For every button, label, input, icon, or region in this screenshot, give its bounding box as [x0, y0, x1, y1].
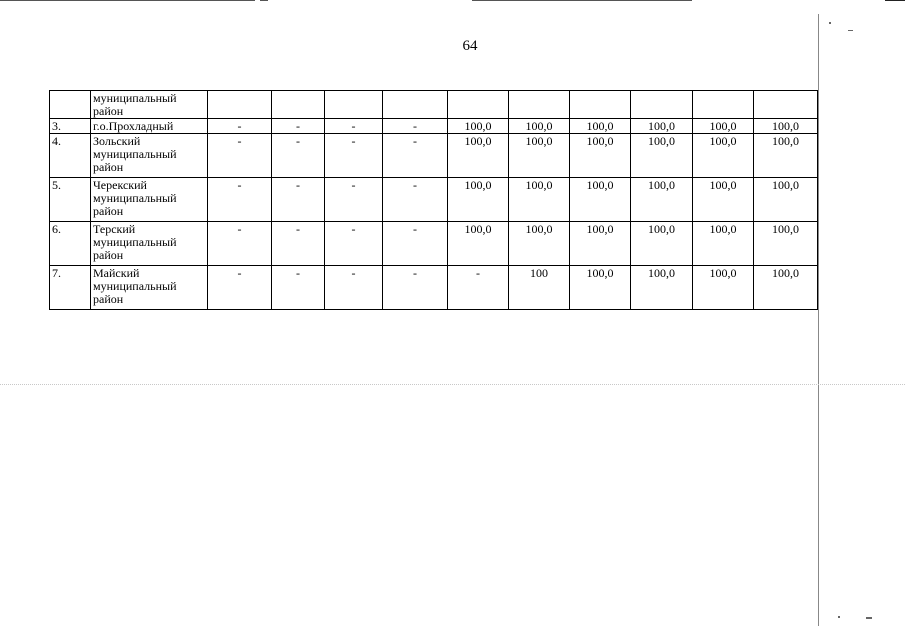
table-cell: [509, 91, 570, 119]
table-cell: -: [325, 134, 383, 178]
table-cell: [570, 91, 631, 119]
table-cell: 100,0: [754, 222, 818, 266]
table-cell: -: [383, 266, 448, 310]
right-margin-line: [818, 14, 819, 626]
table-cell: [448, 91, 509, 119]
table-cell: -: [272, 134, 325, 178]
table-cell: [208, 91, 272, 119]
table-cell-num: 5.: [50, 178, 91, 222]
table-row: [50, 266, 818, 310]
page-number: 64: [462, 38, 478, 54]
top-rule-left: [0, 0, 255, 1]
table-cell: 100,0: [570, 178, 631, 222]
table-cell: -: [325, 222, 383, 266]
top-rule-mark: [260, 0, 268, 1]
table-row: [50, 178, 818, 222]
table-cell: 100,0: [509, 119, 570, 134]
table-cell: 100,0: [570, 222, 631, 266]
table-cell: 100,0: [631, 266, 693, 310]
table-cell: 100,0: [509, 222, 570, 266]
table-cell: -: [325, 266, 383, 310]
table-row: [50, 134, 818, 178]
table-cell-num: 4.: [50, 134, 91, 178]
table-cell: -: [208, 119, 272, 134]
table-cell: 100,0: [693, 222, 754, 266]
table-cell: [383, 91, 448, 119]
table-cell: 100,0: [509, 178, 570, 222]
table-cell: 100,0: [570, 266, 631, 310]
table-cell: -: [208, 178, 272, 222]
table-cell: 100,0: [754, 119, 818, 134]
table-cell: -: [208, 222, 272, 266]
table-cell-name: Зольский муниципальный район: [91, 134, 208, 178]
table-cell: -: [272, 178, 325, 222]
table-cell: -: [272, 222, 325, 266]
table-cell: 100,0: [754, 134, 818, 178]
table-cell: -: [383, 178, 448, 222]
table-cell: -: [383, 134, 448, 178]
scan-speck: [838, 616, 840, 618]
table-cell: -: [325, 119, 383, 134]
table-cell: 100,0: [448, 119, 509, 134]
table-cell: 100,0: [631, 222, 693, 266]
table-cell: -: [208, 134, 272, 178]
table-cell: 100,0: [693, 178, 754, 222]
table-cell: 100,0: [570, 119, 631, 134]
data-table: [49, 90, 818, 310]
scan-speck: [866, 617, 872, 619]
table-cell: -: [272, 119, 325, 134]
table-cell: 100,0: [754, 178, 818, 222]
table-cell: -: [383, 222, 448, 266]
table-cell-name: Терский муниципальный район: [91, 222, 208, 266]
table-cell: 100,0: [631, 134, 693, 178]
table-row-continuation: [50, 91, 818, 119]
table-cell: 100,0: [448, 134, 509, 178]
table-cell: -: [383, 119, 448, 134]
table-cell: -: [325, 178, 383, 222]
scan-speck: [829, 22, 831, 24]
table-row: [50, 119, 818, 134]
table-cell: -: [272, 266, 325, 310]
table-cell-name: г.о.Прохладный: [91, 119, 208, 134]
table-cell-num: 7.: [50, 266, 91, 310]
table-cell-name: Майский муниципальный район: [91, 266, 208, 310]
table-cell: 100,0: [448, 222, 509, 266]
table-cell: [272, 91, 325, 119]
table-row: [50, 222, 818, 266]
table-cell-num: 6.: [50, 222, 91, 266]
table-cell: [631, 91, 693, 119]
table-cell: [325, 91, 383, 119]
scan-dotted-line: [0, 384, 905, 385]
table-cell: 100,0: [509, 134, 570, 178]
table-cell: 100,0: [631, 178, 693, 222]
table-cell: 100,0: [693, 266, 754, 310]
table-cell: 100,0: [693, 134, 754, 178]
top-right-corner-mark: [885, 0, 905, 1]
table-cell: -: [208, 266, 272, 310]
table-cell: 100: [509, 266, 570, 310]
table-cell-name: Черекский муниципальный район: [91, 178, 208, 222]
table-cell: 100,0: [631, 119, 693, 134]
table-cell-num: [50, 91, 91, 119]
table-cell-num: 3.: [50, 119, 91, 134]
table-cell: 100,0: [693, 119, 754, 134]
table-cell: 100,0: [570, 134, 631, 178]
table-cell-name: муниципальный район: [91, 91, 208, 119]
table-cell: [754, 91, 818, 119]
scan-speck: [848, 30, 853, 31]
table-cell: [693, 91, 754, 119]
top-rule-right: [472, 0, 692, 1]
table-cell: -: [448, 266, 509, 310]
table-cell: 100,0: [754, 266, 818, 310]
table-cell: 100,0: [448, 178, 509, 222]
